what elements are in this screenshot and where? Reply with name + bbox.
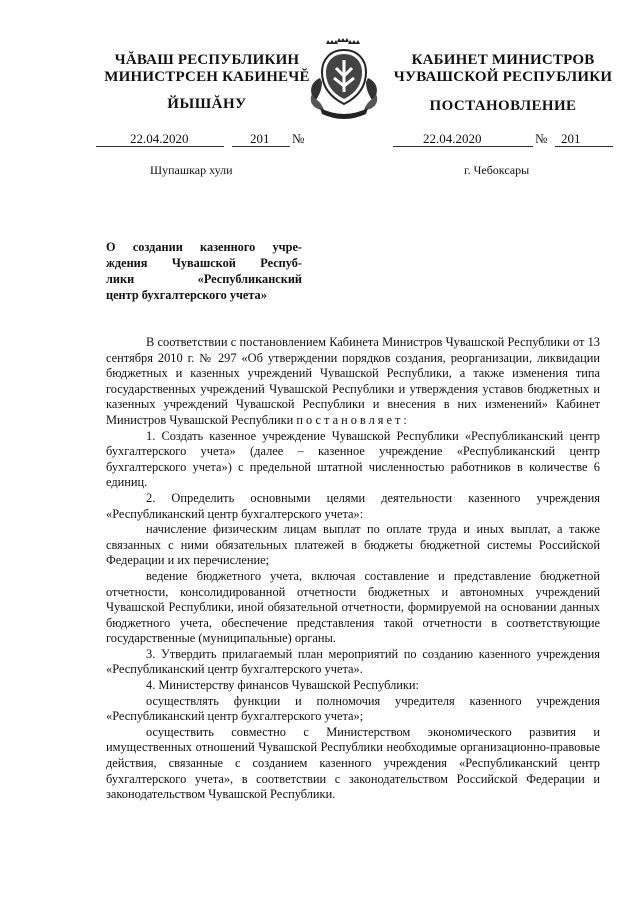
header-left [92,52,322,86]
preamble-text: В соответствии с постановлением Кабинета Министров Чувашской Республики от 13 сентября 2010 г. № 297 «Об утверждении порядков создания, реорганизации, ликвидации бюджетных и казенных учреждений Чувашской Республики, а также изменения типа государственных учреждений Чувашской Республики и утверждения уставов бюджетных и казенных учреждений Чувашской Республики и внесения в них изменений» Кабинет Министров Чувашской Республики [106,335,600,427]
city-right: г. Чебоксары [464,163,530,177]
right-date: 22.04.2020 [423,131,482,146]
emblem-icon [306,38,382,122]
paragraph: ведение бюджетного учета, включая составление и представление бюджетной отчетности, консолидированной отчетности бюджетных и автономных учреждений Чувашской Республики, иной обязательной отчетности, формируемой на основании данных бюджетного учета, обеспечение представления такой отчетности в соответствующие государственные (муниципальные) органы. [106,568,600,646]
paragraph: 3. Утвердить прилагаемый план мероприятий по созданию казенного учреждения «Республиканский центр бухгалтерского учета». [106,646,600,677]
document-subject [106,239,302,303]
left-no-sign: № [292,131,305,146]
header-left-line2: МИНИСТРСЕН КАБИНЕЧĔ [104,69,310,85]
paragraph: 4. Министерству финансов Чувашской Республики: [146,678,419,693]
date-number-right [393,131,613,147]
right-no-sign: № [535,131,548,146]
paragraph: 2. Определить основными целями деятельности казенного учреждения «Республиканский центр бухгалтерского учета»: [106,490,600,521]
paragraph: 1. Создать казенное учреждение Чувашской Республики «Республиканский центр бухгалтерского учета» (далее – казенное учреждение «Республиканский центр бухгалтерского учета») с предельной штатной численностью работников в количестве 6 единиц. [106,428,600,490]
document-body [106,335,600,803]
paragraph-preamble [106,335,600,429]
subject-line: центр бухгалтерского учета» [106,288,267,302]
date-number-left [96,131,326,147]
header-right-title: ПОСТАНОВЛЕНИЕ [429,98,577,114]
decree-word: постановляет: [296,412,410,427]
subject-line: О создании казенного учре- [106,240,302,254]
paragraph: осуществлять функции и полномочия учредителя казенного учреждения «Республиканский центр бухгалтерского учета»; [106,693,600,724]
paragraph: начисление физическим лицам выплат по оплате труда и иных выплат, а также связанных с ними обязательных платежей в бюджеты бюджетной системы Российской Федерации и их перечисление; [106,522,600,568]
left-number: 201 [250,131,270,146]
header-right-line1: КАБИНЕТ МИНИСТРОВ [411,52,595,68]
header-left-title: ЙЫШĂНУ [167,96,247,112]
right-number: 201 [561,131,581,146]
paragraph: осуществить совместно с Министерством экономического развития и имущественных отношений Чувашской Республики необходимые организационно-правовые действия, связанные с созданием казенного учреждения «Республиканский центр бухгалтерского учета», в соответствии с законодательством Российской Федерации и законодательством Чувашской Республики. [106,724,600,802]
subject-line: лики «Республиканский [106,272,302,286]
header-left-line1: ЧĂВАШ РЕСПУБЛИКИН [114,52,300,68]
subject-line: ждения Чувашской Респуб- [106,256,302,270]
city-left: Шупашкар хули [150,163,233,177]
header-right-line2: ЧУВАШСКОЙ РЕСПУБЛИКИ [393,69,613,85]
left-date: 22.04.2020 [130,131,189,146]
header-right [388,52,618,86]
